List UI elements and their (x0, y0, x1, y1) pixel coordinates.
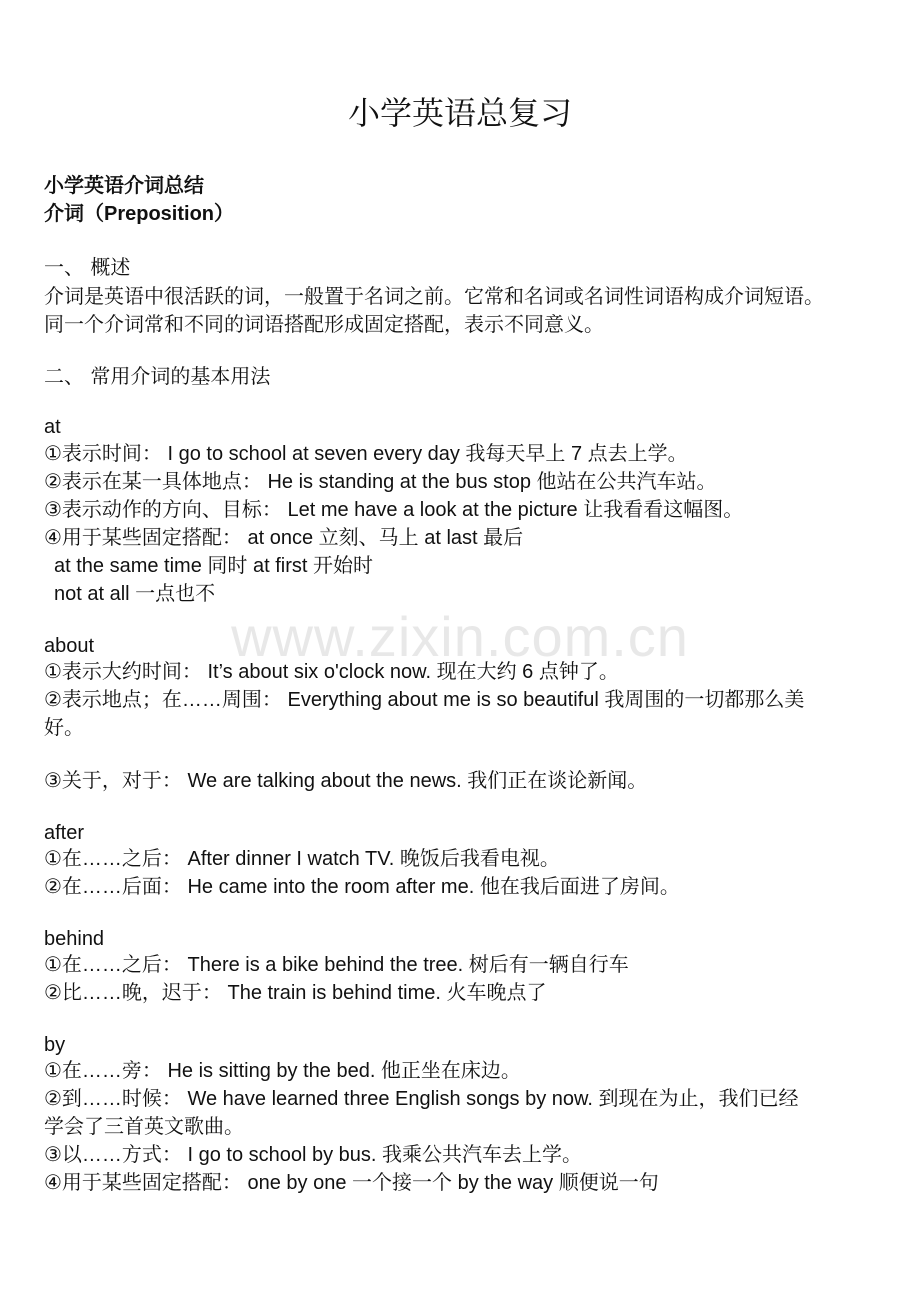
after-usage-1: ①在……之后： After dinner I watch TV. 晚饭后我看电视。 (44, 848, 560, 870)
section-2-title: 二、 常用介词的基本用法 (44, 364, 271, 388)
by-usage-2: ②到……时候： We have learned three English songs by now. 到现在为止，我们已经 (44, 1088, 799, 1110)
word-by: by (44, 1034, 66, 1056)
page-title: 小学英语总复习 (347, 94, 572, 132)
at-usage-4: ④用于某些固定搭配： at once 立刻、马上 at last 最后 (44, 527, 524, 549)
heading-summary: 小学英语介词总结 (44, 175, 204, 197)
at-usage-3: ③表示动作的方向、目标： Let me have a look at the picture 让我看看这幅图。 (44, 499, 744, 521)
by-usage-3: ③以……方式： I go to school by bus. 我乘公共汽车去上学。 (44, 1144, 583, 1166)
watermark: www.zixin.com.cn (231, 605, 689, 668)
word-behind: behind (44, 928, 105, 950)
behind-usage-2: ②比……晚，迟于： The train is behind time. 火车晚点了 (44, 982, 547, 1004)
after-usage-2: ②在……后面： He came into the room after me. 他在我后面进了房间。 (44, 876, 680, 898)
about-usage-2-continued: 好。 (44, 717, 84, 739)
by-usage-2-continued: 学会了三首英文歌曲。 (44, 1116, 244, 1138)
word-after: after (44, 822, 85, 844)
heading-preposition: 介词（Preposition） (44, 203, 235, 225)
section-1-title: 一、 概述 (44, 255, 131, 279)
word-at: at (44, 416, 61, 438)
behind-usage-1: ①在……之后： There is a bike behind the tree. 树后有一辆自行车 (44, 954, 629, 976)
at-usage-2: ②表示在某一具体地点： He is standing at the bus stop 他站在公共汽车站。 (44, 471, 717, 493)
by-usage-4: ④用于某些固定搭配： one by one 一个接一个 by the way 顺便说一句 (44, 1172, 659, 1194)
about-usage-3: ③关于，对于： We are talking about the news. 我们正在谈论新闻。 (44, 770, 648, 792)
by-usage-1: ①在……旁： He is sitting by the bed. 他正坐在床边。 (44, 1060, 521, 1082)
at-usage-1: ①表示时间： I go to school at seven every day 我每天早上 7 点去上学。 (44, 443, 688, 465)
section-1-paragraph-line-1: 介词是英语中很活跃的词，一般置于名词之前。它常和名词或名词性词语构成介词短语。 (44, 284, 824, 308)
word-about: about (44, 635, 95, 657)
at-usage-4-continued-2: not at all 一点也不 (54, 583, 216, 605)
about-usage-2: ②表示地点；在……周围： Everything about me is so beautiful 我周围的一切都那么美 (44, 689, 805, 711)
section-1-paragraph-line-2: 同一个介词常和不同的词语搭配形成固定搭配，表示不同意义。 (44, 312, 604, 336)
about-usage-1: ①表示大约时间： It’s about six o'clock now. 现在大约 6 点钟了。 (44, 661, 619, 683)
at-usage-4-continued-1: at the same time 同时 at first 开始时 (54, 555, 373, 577)
